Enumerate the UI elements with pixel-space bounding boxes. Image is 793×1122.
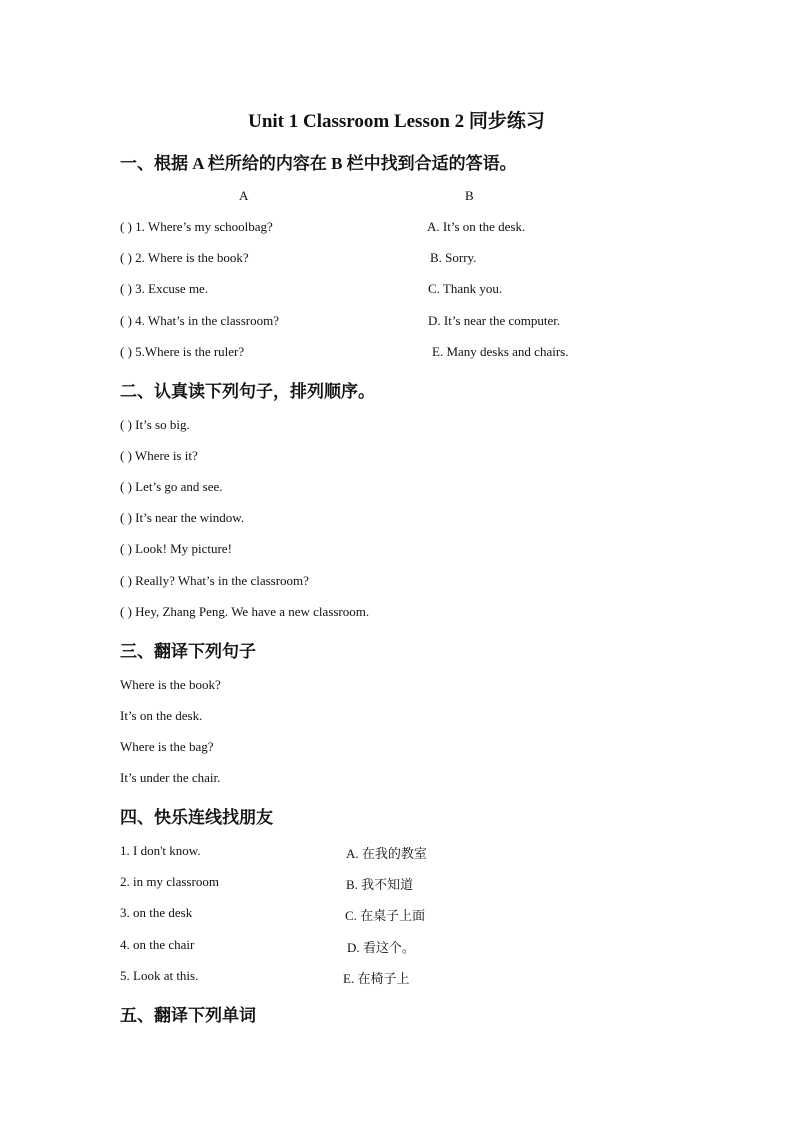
question-1: ( ) 1. Where’s my schoolbag? — [120, 219, 273, 234]
match-left-4: 4. on the chair — [120, 937, 195, 952]
translate-sentence-4: It’s under the chair. — [120, 770, 221, 785]
order-item-4: ( ) It’s near the window. — [120, 510, 245, 525]
translate-sentence-3: Where is the bag? — [120, 739, 214, 754]
order-item-7: ( ) Hey, Zhang Peng. We have a new classroom. — [120, 604, 370, 619]
match-right-a: A. 在我的教室 — [346, 846, 427, 861]
answer-c: C. Thank you. — [428, 281, 503, 296]
match-right-d: D. 看这个。 — [347, 940, 415, 955]
question-3: ( ) 3. Excuse me. — [120, 281, 209, 296]
section-4-heading: 四、快乐连线找朋友 — [120, 808, 273, 827]
match-right-b: B. 我不知道 — [346, 877, 414, 892]
order-item-1: ( ) It’s so big. — [120, 417, 190, 432]
translate-sentence-2: It’s on the desk. — [120, 708, 203, 723]
question-2: ( ) 2. Where is the book? — [120, 250, 249, 265]
answer-b: B. Sorry. — [430, 250, 477, 265]
column-a-label: A — [239, 188, 249, 203]
match-right-e: E. 在椅子上 — [343, 971, 410, 986]
answer-a: A. It’s on the desk. — [427, 219, 526, 234]
section-1-heading: 一、根据 A 栏所给的内容在 B 栏中找到合适的答语。 — [120, 154, 517, 173]
order-item-2: ( ) Where is it? — [120, 448, 198, 463]
order-item-3: ( ) Let’s go and see. — [120, 479, 223, 494]
match-right-c: C. 在桌子上面 — [345, 908, 426, 923]
section-5-heading: 五、翻译下列单词 — [120, 1006, 256, 1025]
match-left-1: 1. I don't know. — [120, 843, 201, 858]
column-b-label: B — [465, 188, 474, 203]
translate-sentence-1: Where is the book? — [120, 677, 221, 692]
order-item-5: ( ) Look! My picture! — [120, 541, 232, 556]
question-4: ( ) 4. What’s in the classroom? — [120, 313, 279, 328]
match-left-3: 3. on the desk — [120, 905, 193, 920]
order-item-6: ( ) Really? What’s in the classroom? — [120, 573, 309, 588]
question-5: ( ) 5.Where is the ruler? — [120, 344, 245, 359]
section-3-heading: 三、翻译下列句子 — [120, 642, 256, 661]
match-left-5: 5. Look at this. — [120, 968, 199, 983]
page-title: Unit 1 Classroom Lesson 2 同步练习 — [248, 111, 545, 132]
match-left-2: 2. in my classroom — [120, 874, 219, 889]
answer-e: E. Many desks and chairs. — [432, 344, 569, 359]
section-2-heading: 二、认真读下列句子，排列顺序。 — [120, 382, 375, 401]
answer-d: D. It’s near the computer. — [428, 313, 561, 328]
